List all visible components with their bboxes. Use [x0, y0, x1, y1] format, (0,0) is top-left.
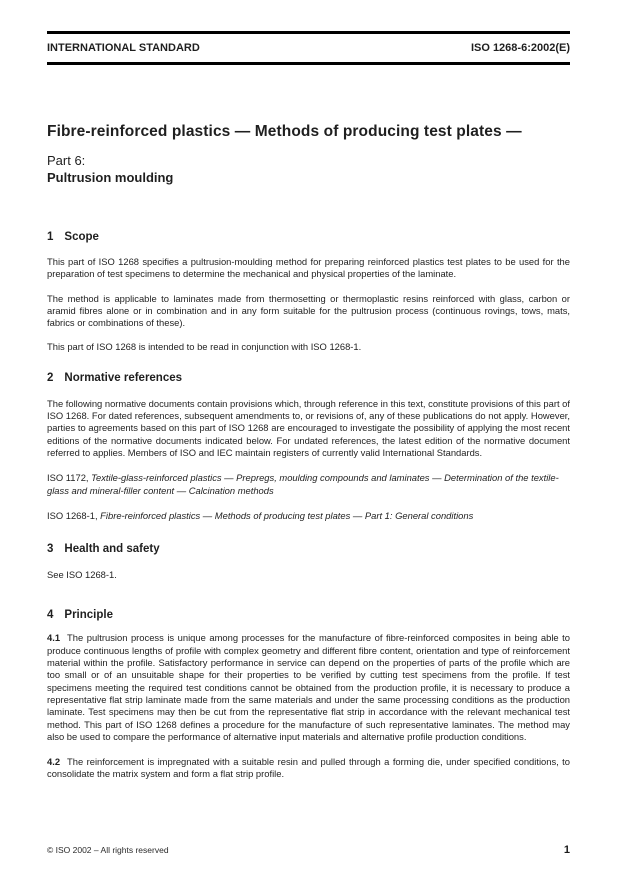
reference-title: Textile-glass-reinforced plastics — Prepregs, moulding compounds and laminates — Determination of the textile-glass and mineral-filler content — Calcination methods [47, 472, 559, 496]
section-heading-principle [47, 608, 570, 623]
reference-label: ISO 1268-1, [47, 509, 98, 521]
subclause-number: 4.2 [47, 756, 61, 768]
header-standard-label: INTERNATIONAL STANDARD [47, 42, 200, 54]
page-footer [47, 844, 570, 856]
page-header [47, 34, 570, 62]
section-number: 1 [47, 231, 54, 243]
document-subtitle: Pultrusion moulding [47, 170, 174, 185]
document-part-number: Part 6: [47, 153, 86, 168]
section-number: 2 [47, 371, 54, 384]
section-number: 3 [47, 543, 54, 556]
reference-title: Fibre-reinforced plastics — Methods of producing test plates — Part 1: General conditions [100, 509, 474, 521]
normative-references-paragraph: The following normative documents contain provisions which, through reference in this text, constitute provisions of this part of ISO 1268. For dated references, subsequent amendments to, or revisions of, any of these publications do not apply. However, parties to agreements based on this part of ISO 1268 are encouraged to investigate the possibility of applying the most recent editions of the normative documents indicated below. For undated references, the latest edition of the normative document referred to applies. Members of ISO and IEC maintain registers of currently valid International Standards. [47, 397, 570, 458]
principle-subclause [47, 756, 570, 781]
section-heading-normative-references [47, 371, 570, 386]
section-title: Health and safety [64, 543, 160, 556]
section-title: Normative references [64, 371, 183, 384]
normative-reference [47, 472, 570, 497]
subclause-text: The pultrusion process is unique among processes for the manufacture of fibre-reinforced composites in being able to produce continuous lengths of profile with complex geometry and different fibre content, orientation and type of reinforcement material within the profile. Satisfactory performance in service can depend on the properties of parts of the profile which are too small or of an unsuitable shape for their properties to be verified by cutting test specimens from the profile. If test specimens meeting the required test conditions cannot be obtained from the production profile, it is necessary to produce a representative flat strip laminate made from the same materials and under the same processing conditions as the production laminate. Test specimens may then be cut from the representative flat strip in accordance with the relevant mechanical test method. This part of ISO 1268 defines a procedure for the manufacture of such representative laminates. The method may also be used to compare the performance of alternative input materials and alternative profile production conditions. [47, 632, 570, 742]
header-rule-bottom [47, 62, 570, 65]
subclause-number: 4.1 [47, 632, 61, 644]
page-content [0, 31, 618, 781]
section-heading-health-and-safety [47, 542, 570, 557]
subclause-text: The reinforcement is impregnated with a suitable resin and pulled through a forming die, under specified conditions, to consolidate the matrix system and form a flat strip profile. [47, 756, 570, 780]
scope-paragraph: This part of ISO 1268 specifies a pultrusion-moulding method for preparing reinforced plastics test plates to be used for the preparation of test specimens to determine the mechanical and physical properties of the laminate. [47, 256, 570, 280]
principle-subclause [47, 632, 570, 743]
header-standard-reference: ISO 1268-6:2002(E) [470, 42, 570, 54]
page-number: 1 [563, 844, 570, 856]
section-heading-scope [47, 230, 570, 245]
section-number: 4 [47, 609, 54, 622]
section-title: Principle [64, 609, 113, 622]
document-title: Fibre-reinforced plastics — Methods of producing test plates — [47, 123, 522, 140]
health-and-safety-paragraph: See ISO 1268-1. [47, 569, 117, 581]
normative-reference [47, 510, 570, 522]
scope-paragraph: This part of ISO 1268 is intended to be read in conjunction with ISO 1268-1. [47, 341, 362, 353]
reference-label: ISO 1172, [47, 472, 89, 484]
copyright-notice: © ISO 2002 – All rights reserved [47, 845, 169, 855]
scope-paragraph: The method is applicable to laminates made from thermosetting or thermoplastic resins reinforced with glass, carbon or aramid fibres alone or in combination and in any form suitable for the pultrusion process (continuous rovings, tows, mats, fabrics or combinations of these). [47, 292, 570, 329]
section-title: Scope [64, 231, 99, 243]
